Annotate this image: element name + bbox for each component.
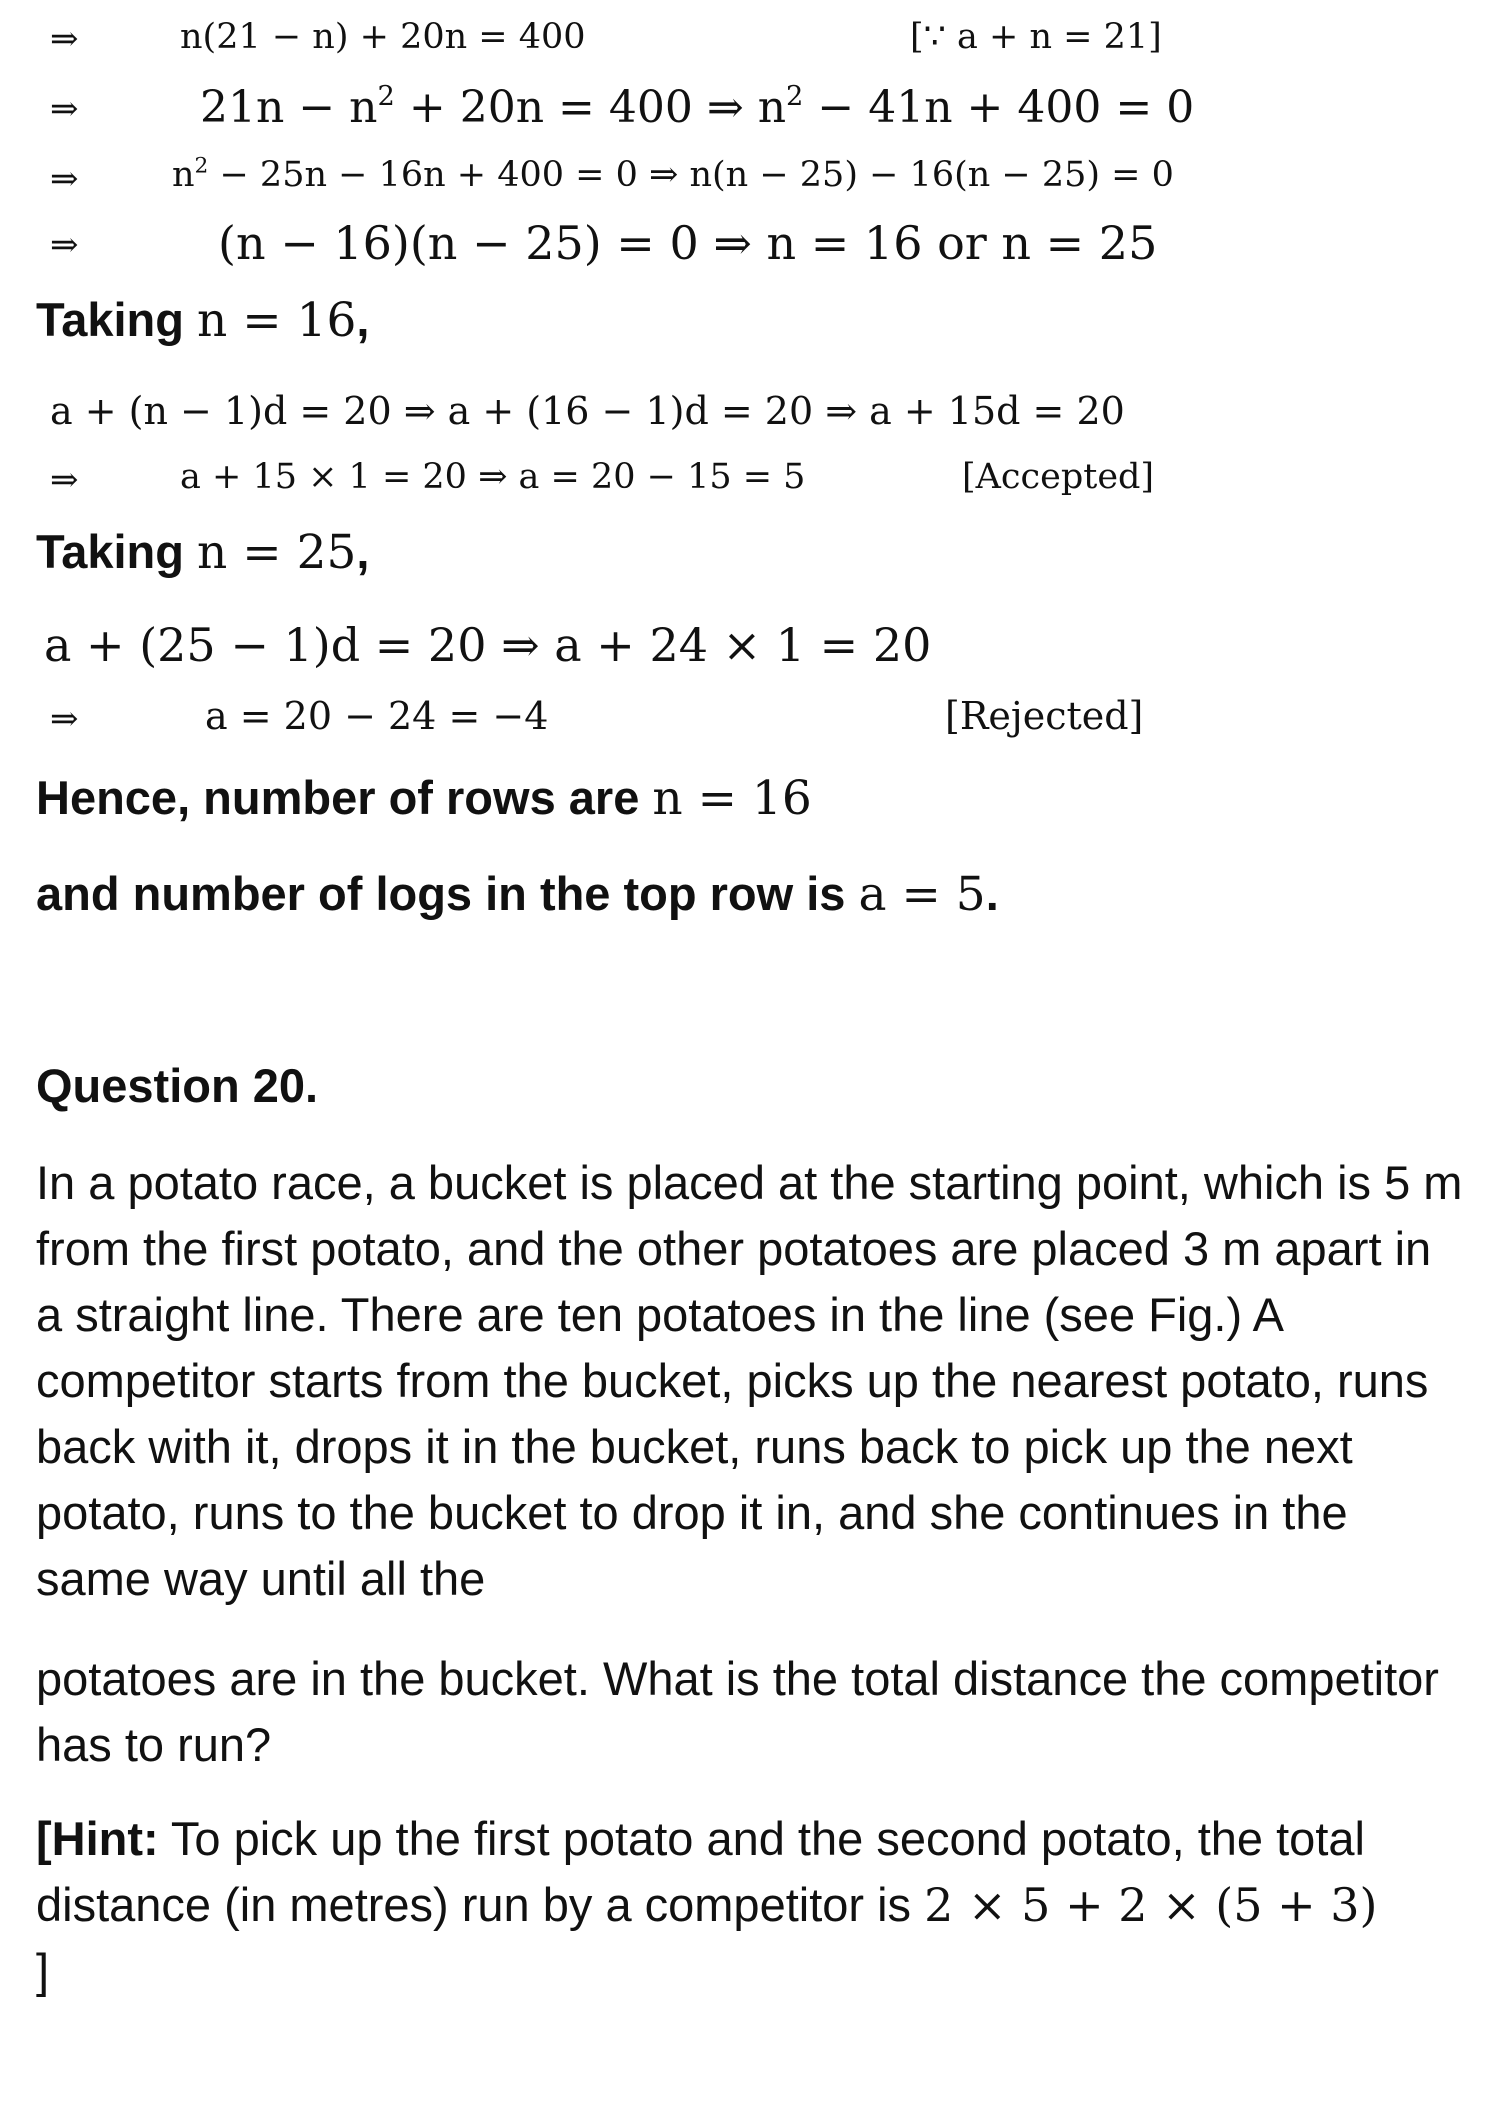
question-paragraph-2: potatoes are in the bucket. What is the total distance the competitor has to run? xyxy=(36,1652,1439,1771)
hint-paragraph: [Hint: To pick up the first potato and the second potato, the total distance (in metres) run by a competitor is 2 × 5 + 2 × (5 + 3) ] xyxy=(36,1812,1378,1997)
implies-arrow: ⇒ xyxy=(50,225,79,265)
case-2-equation-2: a = 20 − 24 = −4 xyxy=(205,694,549,738)
implies-arrow: ⇒ xyxy=(50,19,79,59)
conclusion-line-2: and number of logs in the top row is a = 5. xyxy=(36,867,999,922)
question-heading: Question 20. xyxy=(36,1059,319,1112)
equation-line-2: $21n - n^2 + 20n = 400$ ⇒ $n^2 - 41n + 400 = 0$ xyxy=(200,81,1195,133)
conclusion-line-1: Hence, number of rows are n = 16 xyxy=(36,771,812,826)
case-1-heading: Taking n = 16, xyxy=(36,293,370,348)
implies-arrow: ⇒ xyxy=(50,460,79,500)
case-2-heading: Taking n = 25, xyxy=(36,525,370,580)
case-1-equation-2: a + 15 × 1 = 20 ⇒ a = 20 − 15 = 5 xyxy=(180,457,806,497)
equation-line-4: (n − 16)(n − 25) = 0 ⇒ n = 16 or n = 25 xyxy=(218,216,1158,270)
accepted-label: [Accepted] xyxy=(962,457,1155,497)
case-1-equation-1: a + (n − 1)d = 20 ⇒ a + (16 − 1)d = 20 ⇒ a + 15d = 20 xyxy=(50,389,1125,433)
rejected-label: [Rejected] xyxy=(945,694,1144,738)
implies-arrow: ⇒ xyxy=(50,699,79,739)
implies-arrow: ⇒ xyxy=(50,89,79,129)
implies-arrow: ⇒ xyxy=(50,159,79,199)
equation-line-1-note: [∵ a + n = 21] xyxy=(910,17,1162,57)
case-2-equation-1: a + (25 − 1)d = 20 ⇒ a + 24 × 1 = 20 xyxy=(44,618,932,672)
equation-line-1: n(21 − n) + 20n = 400 xyxy=(180,17,586,57)
question-paragraph-1: In a potato race, a bucket is placed at the starting point, which is 5 m from the first potato, and the other potatoes are placed 3 m apart in a straight line. There are ten potatoes in the line (see Fig.) A competitor starts from the bucket, picks up the nearest potato, runs back with it, drops it in the bucket, runs back to pick up the next potato, runs to the bucket to drop it in, and she continues in the same way until all the xyxy=(36,1156,1463,1605)
equation-line-3: $n^2 - 25n - 16n + 400 = 0$ ⇒ n(n − 25) − 16(n − 25) = 0 xyxy=(172,153,1174,195)
